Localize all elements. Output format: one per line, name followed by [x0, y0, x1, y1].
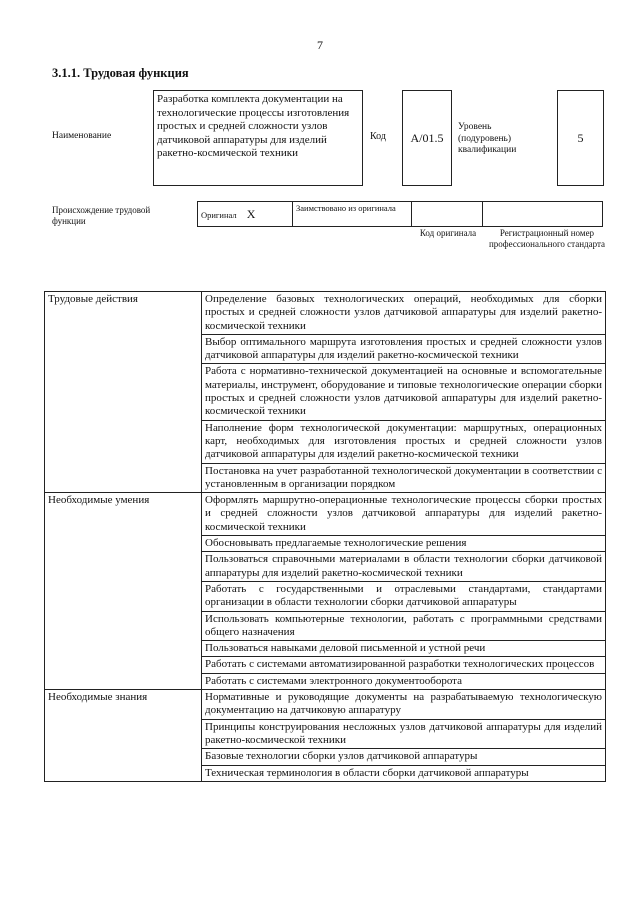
section-item: Нормативные и руководящие документы на разрабатываемую технологическую документацию на датчиковую аппаратуру — [202, 690, 606, 720]
section-label: Необходимые знания — [45, 690, 202, 782]
reg-number-cell — [483, 202, 603, 227]
code-value-box — [402, 90, 452, 186]
function-name: Разработка комплекта документации на технологические процессы изготовления простых и средней сложности узлов датчиковой аппаратуры для изделий ракетно-космической техники — [157, 93, 350, 159]
section-item: Определение базовых технологических операций, необходимых для сборки простых и средней сложности узлов датчиковой аппаратуры для изделий ракетно-космической техники — [202, 292, 606, 335]
section-item: Постановка на учет разработанной технологической документации в соответствии с установленным в организации порядком — [202, 463, 606, 493]
reg-number-caption: Регистрационный номер профессионального стандарта — [488, 228, 606, 249]
table-row — [45, 690, 606, 720]
table-row — [45, 493, 606, 536]
original-label: Оригинал — [201, 209, 237, 220]
section-item: Работать с системами электронного документооборота — [202, 673, 606, 689]
function-name-box — [153, 90, 363, 186]
section-item: Базовые технологии сборки узлов датчиковой аппаратуры — [202, 749, 606, 765]
section-title: 3.1.1. Трудовая функция — [52, 66, 189, 80]
section-item: Пользоваться справочными материалами в области технологии сборки датчиковой аппаратуры для изделий ракетно-космической техники — [202, 552, 606, 582]
section-item: Наполнение форм технологической документации: маршрутных, операционных карт, необходимых для изготовления простых и средней сложности узлов датчиковой аппаратуры для изделий ракетно-космической техники — [202, 420, 606, 463]
name-label: Наименование — [52, 131, 112, 141]
origin-label: Происхождение трудовой функции — [52, 205, 151, 226]
code-original-caption: Код оригинала — [419, 228, 477, 238]
level-value-box — [557, 90, 604, 186]
table-row — [45, 292, 606, 335]
code-label: Код — [370, 131, 386, 142]
section-item: Пользоваться навыками деловой письменной и устной речи — [202, 641, 606, 657]
borrowed-cell — [293, 202, 412, 227]
section-item: Работать с государственными и отраслевыми стандартами, стандартами организации в области технологии сборки датчиковой аппаратуры — [202, 581, 606, 611]
original-mark: X — [246, 206, 256, 221]
code-original-cell — [412, 202, 483, 227]
section-item: Использовать компьютерные технологии, работать с программными средствами общего назначения — [202, 611, 606, 641]
section-item: Техническая терминология в области сборки датчиковой аппаратуры — [202, 765, 606, 781]
code-value: A/01.5 — [410, 130, 444, 145]
section-label: Необходимые умения — [45, 493, 202, 690]
function-details-table — [44, 291, 606, 782]
section-item: Обосновывать предлагаемые технологические решения — [202, 536, 606, 552]
section-item: Работа с нормативно-технической документацией на основные и вспомогательные материалы, инструмент, оборудование и типовые технологические операции сборки простых и средней сложности узлов датчиковой аппаратуры для изделий ракетно-космической техники — [202, 364, 606, 420]
page-number: 7 — [317, 38, 323, 52]
section-item: Принципы конструирования несложных узлов датчиковой аппаратуры для изделий ракетно-космической техники — [202, 719, 606, 749]
section-label: Трудовые действия — [45, 292, 202, 493]
section-item: Выбор оптимального маршрута изготовления простых и средней сложности узлов датчиковой аппаратуры для изделий ракетно-космической техники — [202, 334, 606, 364]
origin-table — [197, 201, 603, 227]
original-cell — [198, 202, 293, 227]
borrowed-label: Заимствовано из оригинала — [296, 203, 396, 213]
section-item: Оформлять маршрутно-операционные технологические процессы сборки простых и средней сложности узлов датчиковой аппаратуры для изделий ракетно-космической техники — [202, 493, 606, 536]
level-label: Уровень (подуровень) квалификации — [458, 122, 517, 155]
level-value: 5 — [577, 130, 584, 145]
section-item: Работать с системами автоматизированной разработки технологических процессов — [202, 657, 606, 673]
